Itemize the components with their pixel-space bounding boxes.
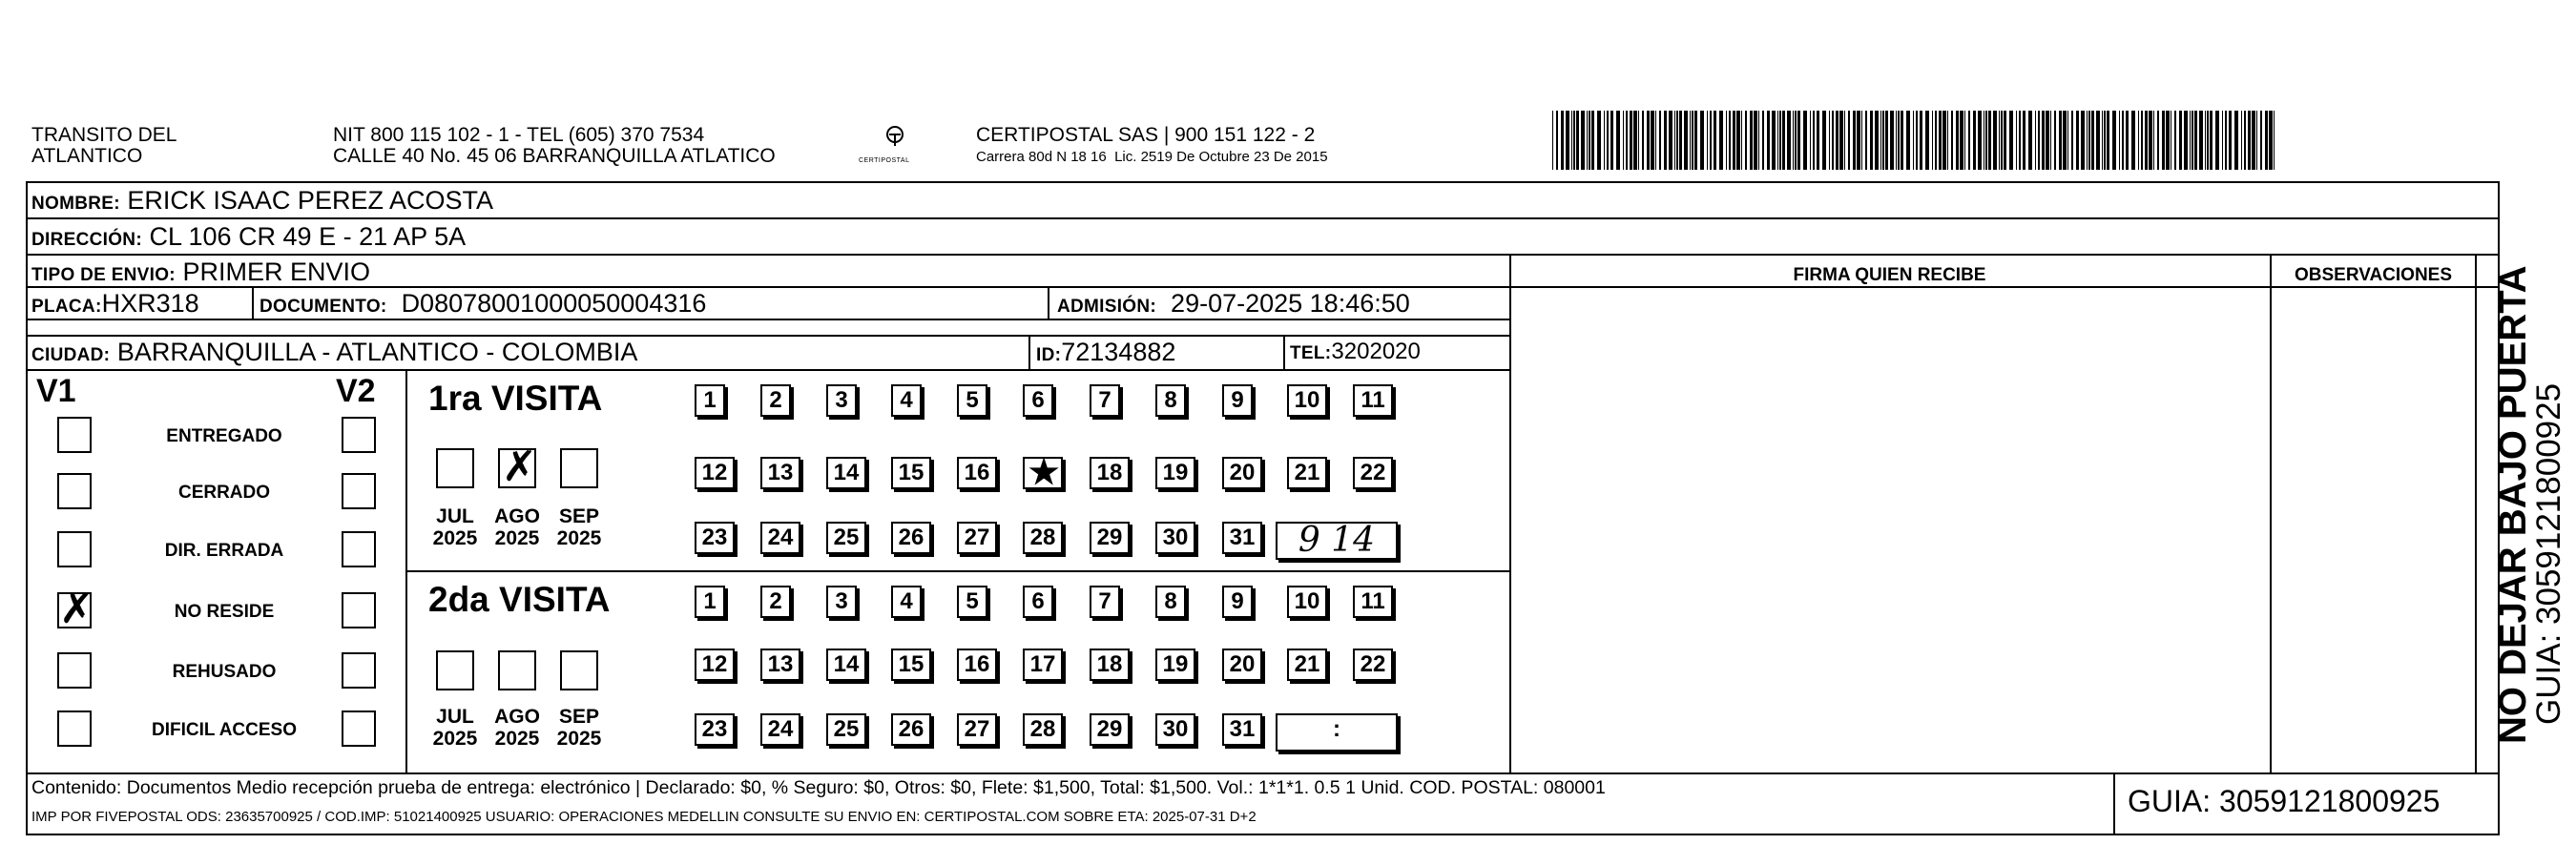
month-label: JUL 2025	[432, 505, 478, 549]
ciudad-row: CIUDAD: BARRANQUILLA - ATLANTICO - COLOMBIA	[31, 338, 638, 366]
day-box-30[interactable]: 30	[1155, 522, 1195, 554]
footer-imp: IMP POR FIVEPOSTAL ODS: 23635700925 / COD.IMP: 51021400925 USUARIO: OPERACIONES MEDELLIN CONSULTE SU ENVIO EN: CERTIPOSTAL.COM SOBRE ETA: 2025-07-31 D+2	[31, 809, 1257, 825]
day-box-8[interactable]: 8	[1155, 586, 1186, 618]
month-checkbox-jul[interactable]	[436, 448, 474, 488]
month-label: SEP 2025	[556, 505, 602, 549]
tipo-envio-value: PRIMER ENVIO	[182, 257, 370, 286]
day-box-11[interactable]: 11	[1353, 586, 1393, 618]
v1-checkbox[interactable]	[57, 531, 92, 567]
day-box-4[interactable]: 4	[891, 586, 922, 618]
day-box-2[interactable]: 2	[760, 384, 791, 417]
admision-value: 29-07-2025 18:46:50	[1171, 289, 1410, 318]
status-label: REHUSADO	[172, 662, 277, 682]
month-label: AGO 2025	[494, 505, 540, 549]
tel-row: TEL:3202020	[1290, 339, 1421, 364]
month-checkbox-ago[interactable]	[498, 650, 536, 690]
check-mark-icon: ✗	[59, 585, 94, 633]
status-label: DIFICIL ACCESO	[151, 720, 297, 740]
v2-checkbox[interactable]	[342, 652, 376, 689]
day-box-23[interactable]: 23	[695, 713, 735, 746]
day-box-26[interactable]: 26	[891, 713, 931, 746]
day-box-7[interactable]: 7	[1090, 384, 1120, 417]
admision-row: ADMISIÓN: 29-07-2025 18:46:50	[1057, 289, 1410, 318]
tel-value: 3202020	[1331, 339, 1421, 364]
month-label: JUL 2025	[432, 706, 478, 750]
day-box-14[interactable]: 14	[826, 649, 866, 681]
day-box-11[interactable]: 11	[1353, 384, 1393, 417]
day-box-6[interactable]: 6	[1023, 586, 1053, 618]
day-box-5[interactable]: 5	[957, 384, 987, 417]
sender-line1: TRANSITO DEL	[31, 124, 177, 146]
day-box-18[interactable]: 18	[1090, 457, 1130, 489]
day-box-3[interactable]: 3	[826, 384, 857, 417]
license-line: Carrera 80d N 18 16 Lic. 2519 De Octubre 23 De 2015	[976, 149, 1328, 165]
day-box-14[interactable]: 14	[826, 457, 866, 489]
day-box-31[interactable]: 31	[1222, 713, 1262, 746]
check-mark-icon: ✗	[502, 443, 537, 491]
footer-contenido: Contenido: Documentos Medio recepción prueba de entrega: electrónico | Declarado: $0, % Seguro: $0, Otros: $0, Flete: $1,500, Total: $1,500. Vol.: 1*1*1. 0.5 1 Unid. COD. POSTAL: 080001	[31, 777, 1606, 798]
day-mark-icon: ★	[1028, 452, 1060, 491]
certipostal-logo: CERTIPOSTAL	[857, 123, 933, 171]
day-box-1[interactable]: 1	[695, 384, 725, 417]
day-box-21[interactable]: 21	[1287, 649, 1327, 681]
day-box-25[interactable]: 25	[826, 522, 866, 554]
month-checkbox-sep[interactable]	[560, 650, 598, 690]
day-box-17[interactable]: 17	[1023, 649, 1063, 681]
day-box-7[interactable]: 7	[1090, 586, 1120, 618]
day-box-9[interactable]: 9	[1222, 586, 1253, 618]
status-label: ENTREGADO	[166, 426, 282, 446]
month-checkbox-ago[interactable]	[498, 443, 537, 491]
firma-header: FIRMA QUIEN RECIBE	[1793, 265, 1986, 285]
observaciones-header: OBSERVACIONES	[2294, 265, 2453, 285]
day-box-13[interactable]: 13	[760, 457, 800, 489]
month-label: SEP 2025	[556, 706, 602, 750]
side-warning: NO DEJAR BAJO PUERTA	[2492, 265, 2534, 744]
day-box-15[interactable]: 15	[891, 649, 931, 681]
visit1-time-field[interactable]: 9 14	[1276, 522, 1398, 560]
v1-checkbox[interactable]	[57, 473, 92, 509]
day-box-10[interactable]: 10	[1287, 586, 1327, 618]
id-value: 72134882	[1061, 338, 1176, 366]
day-box-20[interactable]: 20	[1222, 649, 1262, 681]
day-box-30[interactable]: 30	[1155, 713, 1195, 746]
nombre-value: ERICK ISAAC PEREZ ACOSTA	[127, 186, 493, 215]
v2-checkbox[interactable]	[342, 711, 376, 747]
company-line: CERTIPOSTAL SAS | 900 151 122 - 2	[976, 124, 1316, 146]
nit-line: NIT 800 115 102 - 1 - TEL (605) 370 7534	[333, 124, 705, 146]
v1-checkbox[interactable]	[57, 652, 92, 689]
month-label: AGO 2025	[494, 706, 540, 750]
day-box-24[interactable]: 24	[760, 713, 800, 746]
day-box-3[interactable]: 3	[826, 586, 857, 618]
status-label: NO RESIDE	[174, 602, 275, 622]
documento-row: DOCUMENTO: D08078001000050004316	[260, 289, 707, 318]
v1-checkbox[interactable]	[57, 417, 92, 453]
day-box-28[interactable]: 28	[1023, 522, 1063, 554]
v2-checkbox[interactable]	[342, 417, 376, 453]
status-label: DIR. ERRADA	[164, 541, 284, 561]
v1-checkbox[interactable]	[57, 585, 94, 633]
footer-guia: GUIA: 3059121800925	[2128, 784, 2441, 818]
day-box-10[interactable]: 10	[1287, 384, 1327, 417]
day-box-1[interactable]: 1	[695, 586, 725, 618]
day-box-18[interactable]: 18	[1090, 649, 1130, 681]
day-box-9[interactable]: 9	[1222, 384, 1253, 417]
status-label: CERRADO	[177, 483, 271, 503]
day-box-12[interactable]: 12	[695, 649, 735, 681]
day-box-29[interactable]: 29	[1090, 522, 1130, 554]
v2-checkbox[interactable]	[342, 592, 376, 628]
month-checkbox-sep[interactable]	[560, 448, 598, 488]
placa-value: HXR318	[101, 289, 199, 318]
v1-label: V1	[36, 373, 76, 409]
barcode	[1552, 111, 2282, 170]
visit2-title: 2da VISITA	[428, 580, 611, 619]
day-box-22[interactable]: 22	[1353, 649, 1393, 681]
day-box-4[interactable]: 4	[891, 384, 922, 417]
day-box-22[interactable]: 22	[1353, 457, 1393, 489]
day-box-16[interactable]: 16	[957, 649, 997, 681]
v1-checkbox[interactable]	[57, 711, 92, 747]
placa-row: PLACA:HXR318	[31, 289, 199, 318]
day-box-19[interactable]: 19	[1155, 457, 1195, 489]
documento-value: D08078001000050004316	[401, 289, 707, 318]
day-box-17[interactable]	[1023, 452, 1063, 491]
day-box-26[interactable]: 26	[891, 522, 931, 554]
day-box-2[interactable]: 2	[760, 586, 791, 618]
nombre-row: NOMBRE: ERICK ISAAC PEREZ ACOSTA	[31, 186, 493, 215]
ciudad-value: BARRANQUILLA - ATLANTICO - COLOMBIA	[116, 338, 638, 366]
v2-checkbox[interactable]	[342, 531, 376, 567]
day-box-13[interactable]: 13	[760, 649, 800, 681]
day-box-25[interactable]: 25	[826, 713, 866, 746]
side-guia: GUIA: 3059121800925	[2530, 382, 2567, 725]
day-box-29[interactable]: 29	[1090, 713, 1130, 746]
direccion-row: DIRECCIÓN: CL 106 CR 49 E - 21 AP 5A	[31, 222, 467, 251]
day-box-21[interactable]: 21	[1287, 457, 1327, 489]
day-box-28[interactable]: 28	[1023, 713, 1063, 746]
address-line: CALLE 40 No. 45 06 BARRANQUILLA ATLATICO	[333, 145, 776, 167]
day-box-31[interactable]: 31	[1222, 522, 1262, 554]
tipo-envio-row: TIPO DE ENVIO: PRIMER ENVIO	[31, 257, 370, 286]
direccion-value: CL 106 CR 49 E - 21 AP 5A	[149, 222, 467, 251]
visit1-title: 1ra VISITA	[428, 379, 603, 418]
day-box-6[interactable]: 6	[1023, 384, 1053, 417]
id-row: ID:72134882	[1036, 338, 1176, 366]
day-box-8[interactable]: 8	[1155, 384, 1186, 417]
day-box-27[interactable]: 27	[957, 522, 997, 554]
v2-label: V2	[336, 373, 376, 409]
day-box-23[interactable]: 23	[695, 522, 735, 554]
day-box-27[interactable]: 27	[957, 713, 997, 746]
day-box-19[interactable]: 19	[1155, 649, 1195, 681]
day-box-5[interactable]: 5	[957, 586, 987, 618]
day-box-16[interactable]: 16	[957, 457, 997, 489]
day-box-24[interactable]: 24	[760, 522, 800, 554]
month-checkbox-jul[interactable]	[436, 650, 474, 690]
v2-checkbox[interactable]	[342, 473, 376, 509]
visit2-time-field[interactable]: :	[1276, 713, 1398, 752]
day-box-20[interactable]: 20	[1222, 457, 1262, 489]
sender-line2: ATLANTICO	[31, 145, 143, 167]
day-box-15[interactable]: 15	[891, 457, 931, 489]
day-box-12[interactable]: 12	[695, 457, 735, 489]
